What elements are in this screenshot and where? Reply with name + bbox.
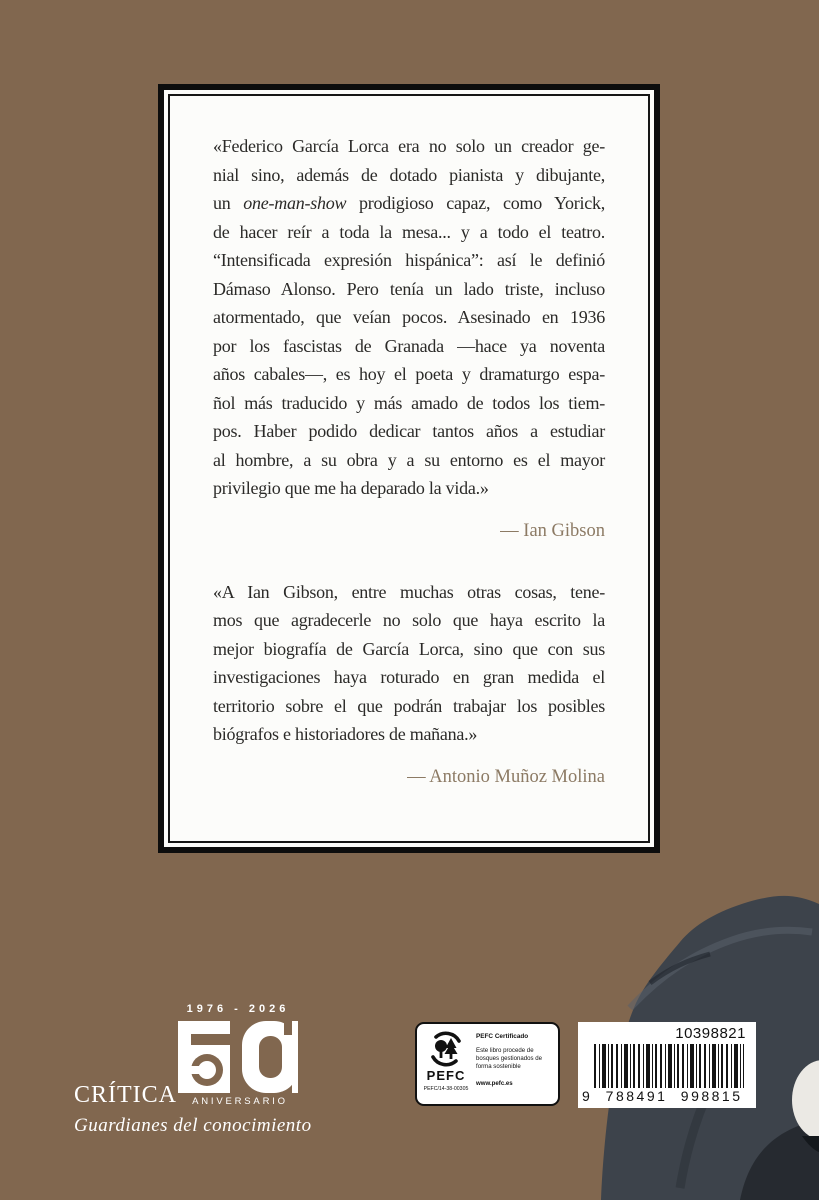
quote-line: un one-man-show prodigioso capaz, como Yorick, bbox=[213, 193, 606, 213]
quote-line: ñol más traducido y más amado de todos los tiem- bbox=[213, 392, 605, 413]
pefc-license-number: PEFC/14-38-00305 bbox=[423, 1086, 469, 1092]
quote-panel bbox=[158, 84, 660, 853]
quote-line: mos que agradecerle no solo que haya escrito la bbox=[213, 610, 605, 630]
barcode-box bbox=[578, 1022, 756, 1108]
quote-panel-content bbox=[170, 96, 648, 841]
quote-munoz-molina bbox=[213, 578, 605, 749]
barcode-isbn: 9 788491 998815 bbox=[582, 1088, 743, 1104]
pefc-label bbox=[415, 1022, 560, 1106]
quote-line: biógrafos e historiadores de mañana.» bbox=[213, 724, 478, 744]
pefc-text-block bbox=[475, 1024, 558, 1104]
quote-line: «A Ian Gibson, entre muchas otras cosas, tene- bbox=[213, 581, 605, 602]
quote-line: pos. Haber podido dedicar tantos años a estudiar bbox=[213, 421, 605, 441]
quote-line: “Intensificada expresión hispánica”: así le definió bbox=[213, 250, 605, 270]
quote-attribution-ian-gibson: — Ian Gibson bbox=[500, 520, 605, 541]
publisher-logo-text: CRÍTICA bbox=[74, 1082, 177, 1108]
barcode-bars bbox=[594, 1044, 744, 1088]
quote-line: atormentado, que veían pocos. Asesinado en 1936 bbox=[213, 307, 605, 327]
quote-line: «Federico García Lorca era no solo un creador ge- bbox=[213, 136, 605, 156]
pefc-trees-icon bbox=[428, 1031, 464, 1067]
quote-line: territorio sobre el que podrán trabajar los posibles bbox=[213, 695, 605, 716]
quote-line: de hacer reír a toda la mesa... y a todo el teatro. bbox=[213, 221, 605, 242]
pefc-wordmark: PEFC bbox=[426, 1068, 466, 1083]
pefc-description: Este libro procede de bosques gestionados de forma sostenible bbox=[476, 1047, 543, 1071]
quote-line: nial sino, además de dotado pianista y dibujante, bbox=[213, 164, 605, 185]
quote-ian-gibson bbox=[213, 132, 605, 503]
pefc-logo-block bbox=[417, 1024, 475, 1104]
quote-line: por los fascistas de Granada —hace ya noventa bbox=[213, 335, 605, 356]
quote-line: Dámaso Alonso. Pero tenía un lado triste, incluso bbox=[213, 278, 605, 299]
quote-attribution-munoz-molina: — Antonio Muñoz Molina bbox=[407, 766, 605, 787]
quote-line: años cabales—, es hoy el poeta y dramaturgo espa- bbox=[213, 364, 605, 384]
publisher-tagline: Guardianes del conocimiento bbox=[74, 1115, 312, 1136]
quote-line: investigaciones haya roturado en gran medida el bbox=[213, 667, 605, 687]
barcode-top-number: 10398821 bbox=[675, 1025, 746, 1042]
quote-line: al hombre, a su obra y a su entorno es el mayor bbox=[213, 449, 605, 470]
pefc-url: www.pefc.es bbox=[476, 1079, 513, 1087]
pefc-title: PEFC Certificado bbox=[476, 1033, 529, 1040]
quote-line: privilegio que me ha deparado la vida.» bbox=[213, 478, 489, 498]
anniversary-years: 1976 - 2026 bbox=[186, 1003, 290, 1015]
critica-50-logo-icon bbox=[178, 1021, 298, 1093]
quote-line: mejor biografía de García Lorca, sino que con sus bbox=[213, 638, 605, 659]
quote-panel-inner bbox=[164, 90, 654, 847]
anniversary-label: ANIVERSARIO bbox=[192, 1096, 288, 1107]
